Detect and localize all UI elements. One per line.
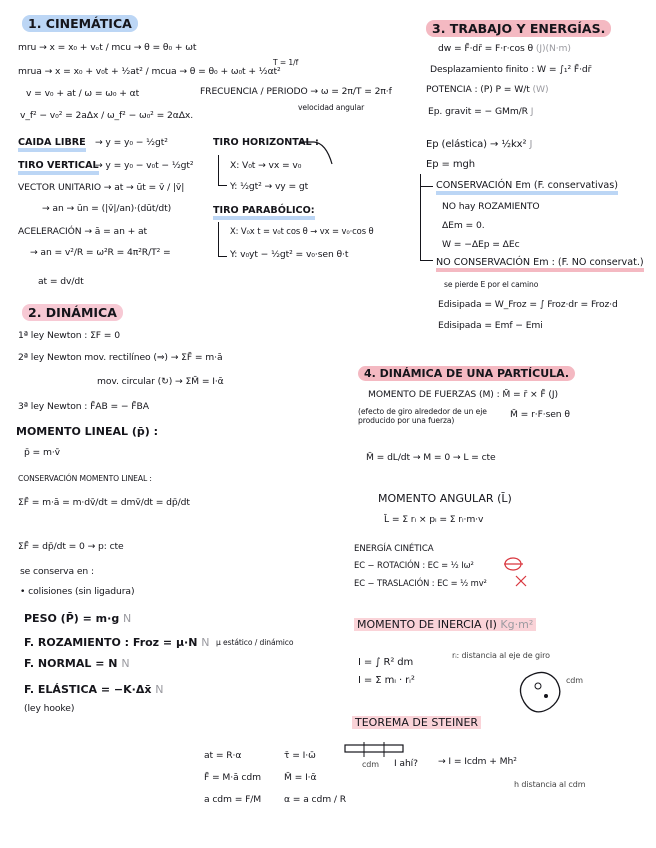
angular-velocity-note: velocidad angular [298,103,365,112]
steiner-cdm-label: cdm [362,760,379,769]
distance-to-axis-note: rᵢ: distancia al eje de giro [452,651,550,660]
delta-em-formula: ΔEm = 0. [442,220,485,231]
collisions-note: • colisiones (sin ligadura) [20,586,135,597]
dissipated-energy-integral: Edisipada = W_Froz = ∫ Froz·dr = Froz·d [438,299,618,310]
normal-accel-formula: → an → ūn = (|v̄|/an)·(dūt/dt) [42,203,172,214]
third-newton-law: 3ª ley Newton : F̄AB = − F̄BA [18,401,149,412]
aceleracion-formula: ACELERACIÓN → ā = an + at [18,226,148,237]
second-newton-law: 2ª ley Newton mov. rectilíneo (⇒) → ΣF̄ = m·ā [18,352,223,363]
hooke-law-note: (ley hooke) [24,703,75,714]
energy-lost-note: se pierde E por el camino [444,280,539,289]
moment-of-inertia-title: MOMENTO DE INERCIA (I) Kg·m² [354,618,536,631]
moment-of-force-formula: MOMENTO DE FUERZAS (M) : M̄ = r̄ × F̄ (J) [368,389,558,400]
tiro-vertical-label: TIRO VERTICAL [18,160,99,175]
energy-conservation-title: CONSERVACIÓN Em (F. conservativas) [436,180,618,191]
alpha-formula: α = a cdm / R [284,794,346,805]
no-conservation-title: NO CONSERVACIÓN Em : (F. NO conservat.) [436,257,644,268]
normal-force-formula: F. NORMAL = N N [24,657,130,670]
finite-displacement-formula: Desplazamiento finito : W = ∫₁² F̄·dr̄ [430,64,592,75]
kinetic-energy-title: ENERGÍA CINÉTICA [354,544,434,554]
inertia-sum-formula: I = Σ mᵢ · rᵢ² [358,675,415,686]
trajectory-sketch-icon [300,138,340,166]
section-title-dinamica: 2. DINÁMICA [22,304,123,321]
moment-magnitude-formula: M̄ = r·F·sen θ [510,409,570,420]
velocity-formula: v = v₀ + at / ω = ω₀ + αt [26,88,140,99]
first-newton-law: 1ª ley Newton : ΣF = 0 [18,330,120,341]
section-title-trabajo-energias: 3. TRABAJO Y ENERGÍAS. [426,20,611,37]
no-friction-note: NO hay ROZAMIENTO [442,201,540,212]
torricelli-formula: v_f² − v₀² = 2aΔx / ω_f² − ω₀² = 2αΔx. [20,110,194,121]
conservation-formula: ΣF̄ = m·ā = m·dv̄/dt = dmv̄/dt = dp̄/dt [18,497,190,508]
tiro-vertical-formula: → y = y₀ − v₀t − ½gt² [95,160,194,171]
work-differential-formula: dw = F̄·dr̄ = F·r·cos θ (J)(N·m) [438,43,571,54]
steiner-bar-sketch-icon [344,742,406,758]
cross-out-mark-icon [504,557,524,571]
peso-formula: PESO (P̄) = m·g N [24,612,132,625]
steiner-theorem-title: TEOREMA DE STEINER [352,716,481,729]
translational-ke-formula: EC − TRASLACIÓN : EC = ½ mv² [354,578,487,588]
frequency-period-formula: FRECUENCIA / PERIODO → ω = 2π/T = 2π·f [200,86,392,97]
cross-mark-icon [514,574,528,588]
force-cdm-formula: F̄ = M·ā cdm [204,772,261,783]
momento-lineal-title: MOMENTO LINEAL (p̄) : [16,425,158,438]
section-title-cinematica: 1. CINEMÁTICA [22,15,138,32]
vector-unitario-formula: VECTOR UNITARIO → at → ūt = v̄ / |v̄| [18,182,185,193]
mru-mcu-formula: mru → x = x₀ + vₒt / mcu → θ = θ₀ + ωt [18,42,197,53]
tiro-horizontal-bracket [218,155,227,186]
rotational-ke-formula: EC − ROTACIÓN : EC = ½ Iω² [354,560,474,570]
conservation-bracket [420,174,433,261]
linear-momentum-formula: p̄ = m·v̄ [24,447,60,458]
angular-momentum-formula: L̄ = Σ rᵢ × pᵢ = Σ rᵢ·m·v [384,514,484,525]
h-distance-note: h distancia al cdm [514,780,586,789]
conserved-in-label: se conserva en : [20,566,94,577]
conservation-title: CONSERVACIÓN MOMENTO LINEAL : [18,474,152,483]
mrua-mcua-formula: mrua → x = x₀ + v₀t + ½at² / mcua → θ = θ₀ + ω₀t + ½αt² [18,66,281,77]
conservation-zero-formula: ΣF̄ = dp̄/dt = 0 → p: cte [18,541,124,552]
tiro-horizontal-label: TIRO HORIZONTAL : [213,137,319,148]
section-title-dinamica-particula: 4. DINÁMICA DE UNA PARTÍCULA. [358,366,575,381]
at-formula: at = dv/dt [38,276,84,287]
an-formula: → an = v²/R = ω²R = 4π²R/T² = [30,247,171,258]
accel-cdm-formula: a cdm = F/M [204,794,262,805]
inertia-there-question: I ahí? [394,758,418,769]
caida-libre-formula: → y = y₀ − ½gt² [95,137,168,148]
period-formula: T = 1/f [273,58,299,67]
tangential-accel-formula: at = R·α [204,750,242,761]
power-formula: POTENCIA : (P) P = W/t (W) [426,84,549,95]
angular-momentum-title: MOMENTO ANGULAR (L̄) [378,492,512,505]
potential-mgh-formula: Ep = mgh [426,159,476,170]
rozamiento-formula: F. ROZAMIENTO : Froz = μ·N N [24,636,210,649]
circular-motion-law: mov. circular (↻) → ΣM̄ = I·ᾱ [97,376,224,387]
torque-formula: τ̄ = I·ω̄ [284,750,316,761]
tiro-parabolico-label: TIRO PARABÓLICO: [213,205,315,220]
moment-inertia-accel-formula: M̄ = I·ᾱ [284,772,317,783]
tiro-horizontal-x: X: V₀t → vx = v₀ [230,160,302,171]
rigid-body-sketch-icon [516,668,566,716]
work-energy-formula: W = −ΔEp = ΔEc [442,239,520,250]
gravitational-potential-formula: Ep. gravit = − GMm/R J [428,106,534,117]
elastic-potential-formula: Ep (elástica) → ½kx² J [426,139,533,150]
moment-effect-note: (efecto de giro alrededor de un eje producido por una fuerza) [358,407,487,425]
tiro-parabolico-y: Y: v₀yt − ½gt² = v₀·sen θ·t [230,249,349,260]
center-of-mass-label: cdm [566,676,583,685]
caida-libre-label: CAIDA LIBRE [18,137,86,152]
steiner-formula: → I = Icdm + Mh² [438,756,517,767]
mu-note: μ estático / dinámico [216,638,294,647]
tiro-parabolico-bracket [218,222,227,257]
elastic-force-formula: F. ELÁSTICA = −K·Δx̄ N [24,683,164,696]
moment-derivative-formula: M̄ = dL/dt → M = 0 → L = cte [366,452,496,463]
tiro-horizontal-y: Y: ½gt² → vy = gt [230,181,309,192]
dissipated-energy-difference: Edisipada = Emf − Emi [438,320,543,331]
inertia-integral-formula: I = ∫ R² dm [358,657,414,668]
tiro-parabolico-x: X: V₀x t = v₀t cos θ → vx = v₀·cos θ [230,226,374,236]
conservation-branch [420,174,433,187]
